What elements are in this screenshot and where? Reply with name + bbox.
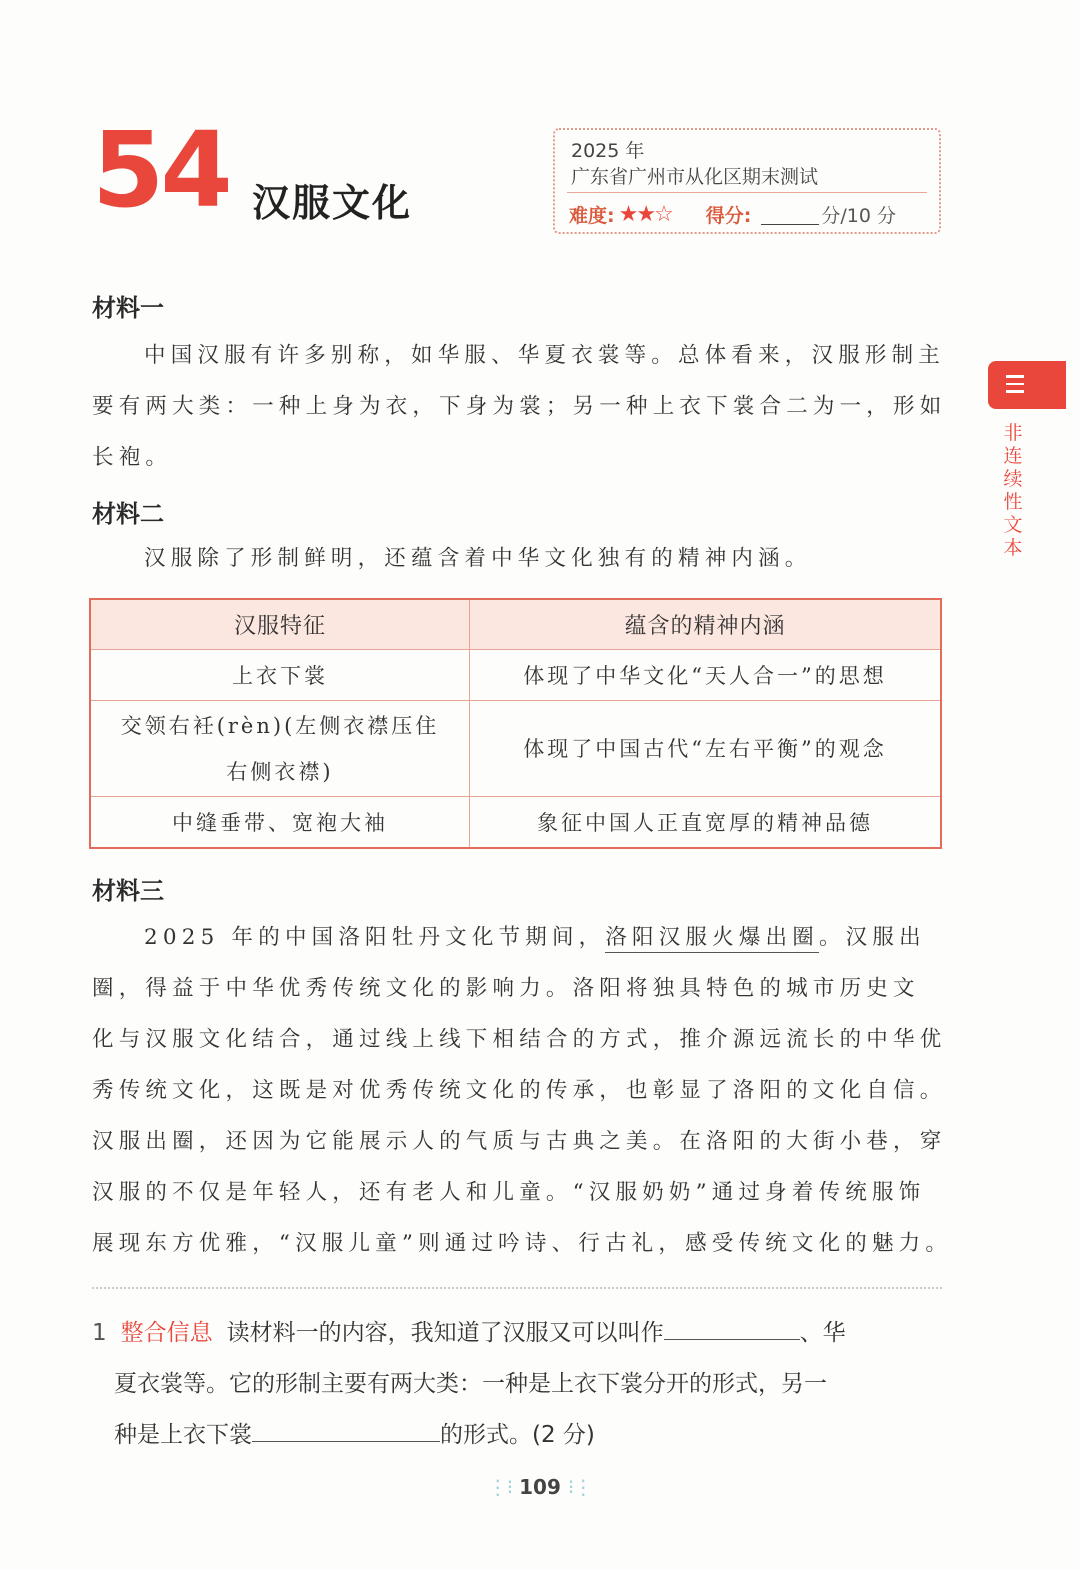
page-number — [470, 1475, 610, 1499]
right-dots-icon: ⁝⋮ — [567, 1475, 593, 1499]
material3-line: 化与汉服文化结合，通过线上线下相结合的方式，推介源远流长的中华优 — [92, 1027, 947, 1052]
score-blank[interactable] — [761, 204, 819, 225]
material3-line: 秀传统文化，这既是对优秀传统文化的传承，也彰显了洛阳的文化自信。 — [92, 1078, 947, 1103]
material3-line: 圈，得益于中华优秀传统文化的影响力。洛阳将独具特色的城市历史文 — [92, 976, 920, 1001]
table-cell-meaning: 体现了中华文化“天人合一”的思想 — [470, 650, 942, 701]
lesson-title: 汉服文化 — [252, 181, 413, 225]
question-line1-pre: 读材料一的内容，我知道了汉服又可以叫作 — [226, 1320, 664, 1346]
material1-text — [92, 330, 947, 483]
hanfu-feature-table — [89, 598, 942, 849]
question-line3-pre: 种是上衣下裳 — [114, 1422, 252, 1448]
question-line: 夏衣裳等。它的形制主要有两大类：一种是上衣下裳分开的形式，另一 — [114, 1371, 827, 1397]
answer-blank-2[interactable] — [252, 1417, 440, 1442]
page-number-value: 109 — [519, 1475, 561, 1499]
exam-year: 2025 年 — [571, 140, 645, 162]
material1-heading: 材料一 — [92, 294, 164, 322]
material3-text — [92, 912, 953, 1269]
question-line1-post: 、华 — [799, 1320, 846, 1346]
left-dots-icon: ⋮⁝ — [487, 1475, 513, 1499]
score-total: 分/10 分 — [821, 204, 897, 227]
question-number: 1 — [92, 1320, 107, 1346]
table-header-meaning: 蕴含的精神内涵 — [470, 599, 942, 650]
material3-heading: 材料三 — [92, 877, 164, 905]
table-cell-feature-line1: 交领右衽(rèn)(左侧衣襟压住 — [120, 713, 440, 738]
material3-line — [92, 912, 942, 963]
material1-line: 中国汉服有许多别称，如华服、华夏衣裳等。总体看来，汉服形制主 — [144, 343, 946, 368]
question-tag: 整合信息 — [120, 1320, 213, 1346]
material3-line: 汉服出圈，还因为它能展示人的气质与古典之美。在洛阳的大街小巷，穿 — [92, 1129, 947, 1154]
star-empty-icon: ☆ — [654, 201, 672, 227]
material3-line: 汉服的不仅是年轻人，还有老人和儿童。“汉服奶奶”通过身着传统服饰 — [92, 1180, 926, 1205]
material2-text — [92, 533, 942, 584]
table-row — [90, 650, 941, 701]
material3-line: 展现东方优雅，“汉服儿童”则通过吟诗、行古礼，感受传统文化的魅力。 — [92, 1231, 953, 1256]
material1-line: 长袍。 — [92, 445, 173, 470]
difficulty-stars — [619, 202, 672, 227]
material3-line1-pre: 2025 年的中国洛阳牡丹文化节期间， — [144, 925, 606, 950]
lesson-number: 54 — [92, 109, 229, 231]
table-cell-meaning: 象征中国人正直宽厚的精神品德 — [470, 797, 942, 849]
answer-blank-1[interactable] — [664, 1315, 800, 1340]
table-cell-feature-line2: 右侧衣襟) — [226, 759, 334, 784]
exam-name: 广东省广州市从化区期末测试 — [571, 166, 819, 188]
material2-heading: 材料二 — [92, 500, 164, 528]
question-line3-post: 的形式。(2 分) — [440, 1422, 595, 1448]
table-cell-feature: 中缝垂带、宽袍大袖 — [90, 797, 470, 849]
question-line — [92, 1308, 942, 1359]
side-tab — [988, 361, 1066, 409]
table-row — [90, 701, 941, 797]
material3-line1-post: 。汉服出 — [818, 925, 926, 950]
star-filled-icon: ★★ — [618, 201, 655, 227]
section-divider — [92, 1287, 942, 1289]
difficulty-label: 难度: — [569, 204, 615, 227]
difficulty-score-row — [569, 200, 929, 228]
underlined-phrase: 洛阳汉服火爆出圈 — [605, 925, 819, 953]
table-row — [90, 797, 941, 849]
exam-info-box — [553, 128, 941, 234]
table-header-row — [90, 599, 941, 650]
menu-lines-icon — [1006, 375, 1024, 398]
material1-line: 要有两大类：一种上身为衣，下身为裳；另一种上衣下裳合二为一，形如 — [92, 394, 947, 419]
side-category-label: 非连续性文本 — [1003, 422, 1023, 559]
score-label: 得分: — [705, 204, 752, 227]
table-cell-meaning: 体现了中国古代“左右平衡”的观念 — [470, 701, 942, 797]
question-line — [92, 1410, 942, 1461]
material2-line: 汉服除了形制鲜明，还蕴含着中华文化独有的精神内涵。 — [144, 546, 812, 571]
table-header-feature: 汉服特征 — [90, 599, 470, 650]
info-divider — [567, 192, 927, 193]
question-1 — [92, 1308, 942, 1461]
table-cell-feature: 上衣下裳 — [90, 650, 470, 701]
table-cell-feature — [90, 701, 470, 797]
